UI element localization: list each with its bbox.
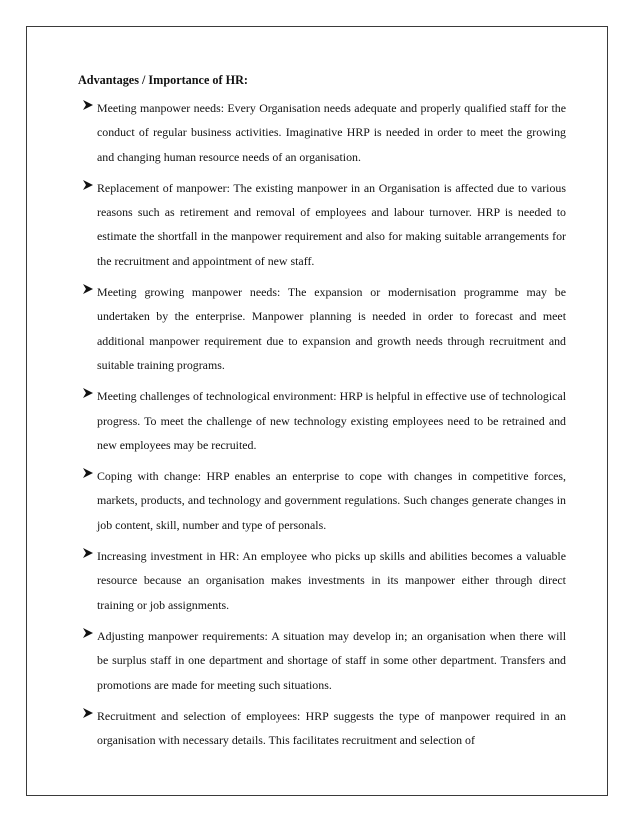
list-item <box>78 464 566 537</box>
advantages-list <box>78 96 566 752</box>
section-heading: Advantages / Importance of HR: <box>78 73 248 87</box>
arrowhead-bullet-icon <box>82 467 94 479</box>
arrowhead-bullet-icon <box>82 707 94 719</box>
arrowhead-bullet-icon <box>82 627 94 639</box>
list-item-text: Meeting growing manpower needs: The expansion or modernisation programme may be undertaken by the enterprise. Manpower planning is needed in order to forecast and meet additional manpower requirement due to expansion and growth needs through recruitment and suitable training programs. <box>97 285 566 372</box>
arrowhead-bullet-icon <box>82 179 94 191</box>
list-item <box>78 624 566 697</box>
list-item <box>78 280 566 377</box>
list-item-text: Coping with change: HRP enables an enterprise to cope with changes in competitive forces, markets, products, and technology and government regulations. Such changes generate changes in job content, skill, number and type of personals. <box>97 469 566 532</box>
list-item-text: Meeting challenges of technological environment: HRP is helpful in effective use of technological progress. To meet the challenge of new technology existing employees need to be retrained and new employees may be recruited. <box>97 389 566 452</box>
list-item <box>78 384 566 457</box>
list-item-text: Replacement of manpower: The existing manpower in an Organisation is affected due to various reasons such as retirement and removal of employees and labour turnover. HRP is needed to estimate the shortfall in the manpower requirement and also for making suitable arrangements for the recruitment and appointment of new staff. <box>97 180 566 268</box>
list-item-text: Meeting manpower needs: Every Organisation needs adequate and properly qualified staff for the conduct of regular business activities. Imaginative HRP is needed in order to meet the growing and changing human resource needs of an organisation. <box>97 101 566 164</box>
arrowhead-bullet-icon <box>82 283 94 295</box>
list-item <box>78 176 566 273</box>
list-item <box>78 544 566 617</box>
arrowhead-bullet-icon <box>82 99 94 111</box>
document-body <box>78 71 566 759</box>
arrowhead-bullet-icon <box>82 547 94 559</box>
list-item <box>78 704 566 753</box>
list-item-text: Adjusting manpower requirements: A situation may develop in; an organisation when there will be surplus staff in one department and shortage of staff in some other department. Transfers and promotions are made for meeting such situations. <box>97 628 566 692</box>
list-item-text: Recruitment and selection of employees: HRP suggests the type of manpower required in an organisation with necessary details. This facilitates recruitment and selection of <box>97 708 566 748</box>
list-item-text: Increasing investment in HR: An employee who picks up skills and abilities becomes a valuable resource because an organisation makes investments in its manpower either through direct training or job assignments. <box>97 549 566 612</box>
list-item <box>78 96 566 169</box>
arrowhead-bullet-icon <box>82 387 94 399</box>
